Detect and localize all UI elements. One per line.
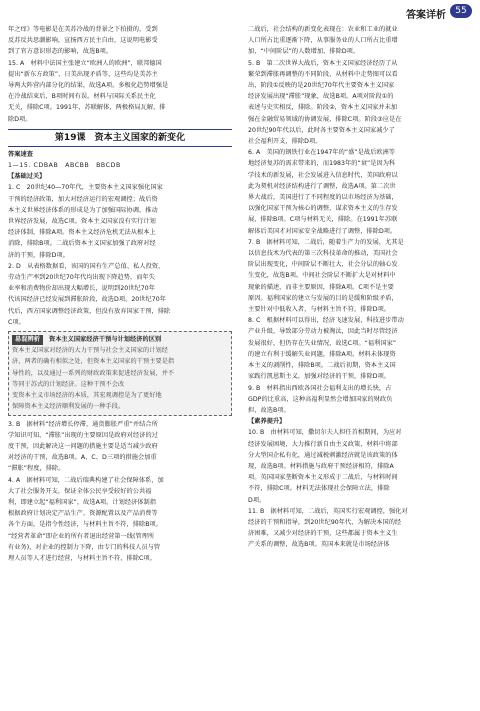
text-line: 不符，排除C项。材料无法体现社会保障立法，排除 (248, 485, 390, 493)
text-line: 利，即建立起“福利国家”，故选A项。计划经济体制指 (8, 498, 157, 506)
note-line: 等同于苏式的计划经济。这种干预不会改 (12, 380, 125, 388)
text-line: 7. B 据材料可知，二战后，随着生产力的发展，尤其是 (248, 238, 404, 246)
text-line: “滞胀”程度，排除。 (8, 465, 65, 473)
text-line: 无关，排除C项。1991年，苏联解体，两极格局瓦解，排 (8, 104, 166, 112)
header-title: 答案详析 (406, 10, 446, 21)
text-line: 提出“新东方政策”，日美出现矛盾等，这些均是美苏主 (8, 70, 158, 78)
text-line: 经济的干预和指导，到20世纪90年代，为解决本国的经 (248, 518, 402, 526)
text-line: 本主义的剥削性，排除B项。二战后初期，资本主义国 (248, 362, 396, 370)
text-line: GDP的比重高，这种高福利显然会增加国家的财政负 (248, 395, 393, 403)
page-number-badge: 55 (450, 4, 472, 18)
text-line: 二战后，社会结构的新变化表现在：农业和工业的就业 (248, 26, 398, 33)
note-line: 导性的，以及通过一系列的财政政策来促进经济发展，并不 (12, 369, 175, 377)
text-line: 干预的经济政策，加大对经济运行的宏观调控；战后资 (8, 195, 158, 203)
page-header (0, 0, 480, 24)
text-line: 以强化国家干预为核心的调整，谋求资本主义的生存发 (248, 205, 398, 213)
text-line: 分大型国企私有化，通过减税刺激经济就是该政策的体 (248, 451, 398, 459)
text-line: 发展很好，但仍存在失业情况，故选C项。“福利国家” (248, 339, 397, 347)
text-line: 6. A 美国的钢铁行业在1947年的“盛”是战后欧洲等 (248, 149, 396, 157)
text-line: 年之痒》等电影是在美苏冷战的背景之下拍摄的，受到 (8, 26, 158, 33)
text-line: 反苏反共思潮影响，宣扬西方民主自由，这说明电影受 (8, 37, 158, 45)
text-line: 社会福利开支，排除D项。 (248, 138, 322, 146)
text-line: 经济发展出现“滞胀”现象，故选B项。A项对阶段①的 (248, 93, 394, 101)
note-header (12, 334, 228, 345)
text-line: 经济体制，排除A项。资本主义经济危机无法从根本上 (8, 229, 156, 237)
text-line: 产业升级，导致部分劳动力被淘汰，因此当时尽管经济 (248, 328, 398, 336)
text-line: 强在金融贸易领域的协调发展，排除C项。阶段③应是在 (248, 115, 402, 123)
text-line: 生变化，故选B项。中间社会阶层不断扩大是对材料中 (248, 272, 396, 280)
text-line: 繁荣到滞胀再调整的不同阶段，从材料中走势图可以看 (248, 70, 398, 78)
text-line: 3. B 据材料“经济增长停滞，通货膨胀严重”并结合所 (8, 420, 158, 428)
text-line: 学技术的新发展，社会发展进入信息时代，美国政府以 (248, 171, 398, 179)
text-line: 表述与史实相反，排除。阶段②，资本主义国家并未加 (248, 104, 398, 112)
text-line: 的建立有利于缓解失业问题，排除A项。材料未体现资 (248, 350, 396, 358)
text-line: 劳动生产率到20世纪70年代均出现下降趋势，而年失 (8, 274, 155, 282)
text-line: 根据政府计划决定产品生产、资源配置以及产品消费等 (8, 510, 158, 518)
text-line: 济困难，又减少对经济的干预，这些都属于资本主义生 (248, 530, 398, 538)
note-line: 保障资本主义经济顺利发展的一种手段。 (12, 403, 125, 411)
text-line: 9. B 材料指出西欧各国社会福利支出的增长快，占 (248, 384, 392, 392)
text-line: 20世纪90年代以后，此时各主要资本主义国家减少了 (248, 126, 395, 134)
text-line: 1. C 20世纪40—70年代，主要资本主义国家强化国家 (8, 184, 163, 192)
intro-block (8, 24, 232, 125)
note-line: 变资本主义市场经济的本质，其宏观调控是为了更好地 (12, 392, 162, 400)
text-line: 8. C 根据材料可以得出，经济飞速发展，科技进步带动 (248, 317, 404, 325)
note-box (8, 331, 232, 415)
text-line: 10. B 由材料可知，撒切尔夫人担任首相期间，为应对 (248, 429, 402, 437)
text-line: 世界经济发展，故选C项。资本主义国家没有实行计划 (8, 218, 156, 226)
lesson-title: 第19课 资本主义国家的新变化 (8, 129, 232, 147)
basic-section-title: 【基础过关】 (8, 173, 46, 181)
text-line: 现象的描述，而非主要原因，排除A项。C项不是主要 (248, 283, 394, 291)
text-line: 学知识可知，“滞胀”出现的主要原因是政府对经济的过 (8, 431, 158, 439)
answer-quick-title: 答案速查 (8, 150, 33, 158)
text-line: 现，故选B项。材料措施与政府干预经济相符，排除A (248, 462, 394, 470)
text-line: 代后，西方国家调整经济政策，但没有放弃国家干预，排除 (8, 307, 171, 315)
note-line: 资本主义国家对经济的大力干预与社会主义国家的计划经 (12, 347, 168, 355)
text-line: 在冷战结束后，B项时间有误。材料与国际关系民主化 (8, 93, 156, 101)
answer-key: 1—15. CDBAB ABCBB BBCDB (8, 162, 121, 170)
text-line: 有业务)，对企业的控制力下降，由专门的科技人员与管 (8, 543, 161, 551)
left-column (8, 24, 232, 704)
text-line: 项。英国国家垄断资本主义形成于二战后，与材料时间 (248, 474, 398, 482)
text-line: 出，阶段①反映的是20世纪70年代主要资本主义国家 (248, 82, 395, 90)
text-line: 本主义世界经济体系的形成是为了加强国际协调，推动 (8, 206, 158, 214)
text-line: “经营者革命”即企业的所有者退出经营第一线(管理所 (8, 532, 155, 540)
text-line: 消除，排除B项。二战后资本主义国家加强了政府对经 (8, 240, 156, 248)
note-title: 资本主义国家经济干预与计划经济的区别 (48, 336, 162, 344)
text-line: 2. D 从表格数据看，该国的国有生产总值、私人投资、 (8, 262, 165, 270)
text-line: 以信息技术为代表的第三次科技革命的推动，美国社会 (248, 250, 398, 258)
text-line: 各个方面，是指令性经济，与材料主旨不符，排除B项。 (8, 521, 162, 529)
text-line: 济的干预，排除D项。 (8, 251, 69, 259)
text-line: 导两大阵营内部分化的结果，故选A项。多极化趋势增强是 (8, 82, 169, 90)
text-line: 4. A 据材料可知，二战后瑞典构建了社会保障体系，加 (8, 476, 164, 484)
text-line: 到了官方意识形态的影响，故选B项。 (8, 48, 113, 56)
tail-answers (8, 419, 232, 565)
text-line: 界大战后，美国进行了不同程度的以市场经济为基础， (248, 194, 398, 202)
text-line: 产关系的调整，故选B项。英国本来就是市场经济体 (248, 541, 390, 549)
text-line: 15. A 材料中法国主张建立“欧洲人的欧洲”，联邦德国 (8, 59, 162, 67)
text-line: 此为契机对经济结构进行了调整，故选A项。第二次世 (248, 182, 396, 190)
text-line: 理人员等人才进行经营，与材料主旨不符，排除C项。 (8, 554, 156, 562)
text-line: 大了社会服务开支，保证全体公民享受较好的公共福 (8, 487, 152, 495)
text-line: 11. B 据材料可知，二战后，英国实行宏观调控，强化对 (248, 507, 408, 515)
text-line: 对经济的干预，故选B项。A、C、D三项的措施会加重 (8, 454, 157, 462)
note-line: 济，两者的确有相似之处，但资本主义国家的干预主要是指 (12, 358, 175, 366)
text-line: 经济发展困境，大力推行新自由主义政策，材料中将部 (248, 440, 398, 448)
improve-section-title: 【素养提升】 (248, 418, 286, 426)
text-line: 地经济复苏的需求带来的，而1983年的“衰”是因为科 (248, 160, 396, 168)
text-line: 展，排除B项。C项与材料无关，排除。在1991年苏联 (248, 216, 398, 224)
text-line: 家践行凯恩斯主义，加强对经济的干预，排除D项。 (248, 373, 391, 381)
basic-answers (8, 182, 232, 328)
right-column (248, 24, 472, 704)
text-line: 人口所占比重逐渐下降，从事服务业的人口所占比重增 (248, 37, 398, 45)
text-line: 加，“中间阶层”的人数增加，排除D项。 (248, 48, 360, 56)
text-line: 担，故选B项。 (248, 406, 290, 414)
text-line: 度干预，因此解决这一问题的措施主要是适当减少政府 (8, 442, 158, 450)
improve-answers (248, 427, 472, 550)
text-line: D项。 (248, 496, 266, 504)
note-label: 易混辨析 (12, 335, 43, 345)
text-line: 业率和消费物价却出现大幅增长，说明到20世纪70年 (8, 285, 155, 293)
text-line: 代该国经济已经发展到滞胀阶段，故选D项。20世纪70年 (8, 296, 166, 304)
text-line: 原因。福利国家的建立与发展的目的是缓和阶级矛盾， (248, 294, 398, 302)
right-answers (248, 24, 472, 416)
text-line: 除D项。 (8, 115, 32, 123)
text-line: C项。 (8, 318, 25, 326)
text-line: 主要针对中低收入者，与材料主旨不符，排除D项。 (248, 306, 391, 314)
text-line: 阶层出现变化，中间阶层不断壮大，社会分层的轴心发 (248, 261, 398, 269)
note-body (12, 345, 228, 412)
text-line: 5. B 第二次世界大战后，资本主义国家经济经历了从 (248, 59, 398, 67)
text-line: 解体后美国才对国家安全战略进行了调整，排除D项。 (248, 227, 397, 235)
